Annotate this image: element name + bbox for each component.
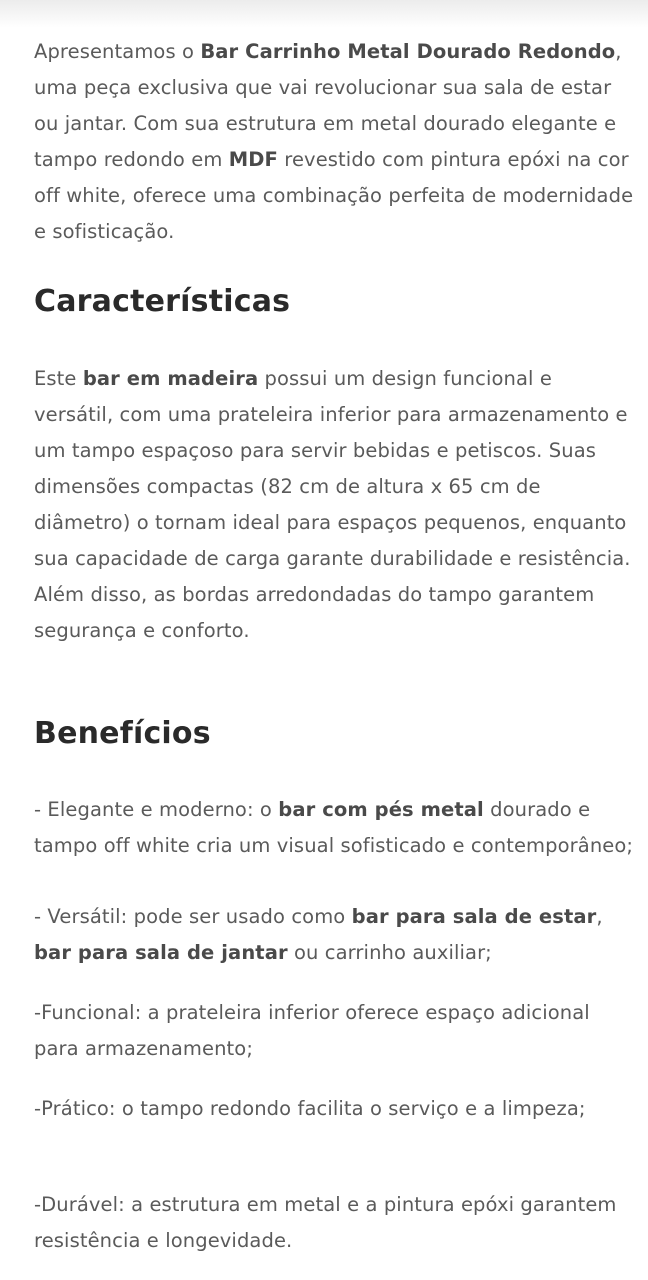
b1-bold: bar com pés metal <box>278 798 484 821</box>
top-edge-shadow <box>0 0 648 28</box>
b2-text-2: , <box>596 905 603 928</box>
caract-text-2: possui um design funcional e versátil, com uma prateleira inferior para armazenamento e um tampo espaçoso para servir bebidas e petiscos. Suas dimensões compactas (82 cm de altura x 65 cm de diâmetro) o tornam ideal para espaços pequenos, enquanto sua capacidade de carga garante durabilidade e resistência. Além disso, as bordas arredondadas do tampo garantem segurança e conforto. <box>34 367 631 642</box>
intro-paragraph <box>34 34 634 250</box>
caracteristicas-heading: Características <box>34 284 291 319</box>
b2-text-3: ou carrinho auxiliar; <box>287 941 492 964</box>
b2-bold-1: bar para sala de estar <box>351 905 597 928</box>
caract-bold-1: bar em madeira <box>82 367 259 390</box>
beneficio-item-duravel: -Durável: a estrutura em metal e a pintura epóxi garantem resistência e longevidade. <box>34 1193 617 1252</box>
b1-text-2: dourado e tampo off white cria um visual sofisticado e contemporâneo; <box>34 798 634 857</box>
caracteristicas-paragraph <box>34 361 634 649</box>
b2-bold-2: bar para sala de jantar <box>34 941 288 964</box>
beneficios-heading: Benefícios <box>34 716 211 751</box>
beneficio-item-versatil <box>34 899 634 971</box>
caract-text-1: Este <box>34 367 83 390</box>
beneficio-item-pratico: -Prático: o tampo redondo facilita o serviço e a limpeza; <box>34 1097 586 1120</box>
b2-text-1: - Versátil: pode ser usado como <box>34 905 352 928</box>
intro-text-1: Apresentamos o <box>34 40 201 63</box>
intro-text-3: revestido com pintura epóxi na cor off white, oferece uma combinação perfeita de modernidade e sofisticação. <box>34 148 634 243</box>
intro-text-2: , uma peça exclusiva que vai revolucionar sua sala de estar ou jantar. Com sua estrutura em metal dourado elegante e tampo redondo em <box>34 40 622 171</box>
b1-text-1: - Elegante e moderno: o <box>34 798 279 821</box>
beneficio-item-funcional: -Funcional: a prateleira inferior oferece espaço adicional para armazenamento; <box>34 1001 590 1060</box>
beneficio-item-elegante <box>34 792 634 864</box>
intro-mdf: MDF <box>228 148 278 171</box>
intro-product-name: Bar Carrinho Metal Dourado Redondo <box>200 40 616 63</box>
